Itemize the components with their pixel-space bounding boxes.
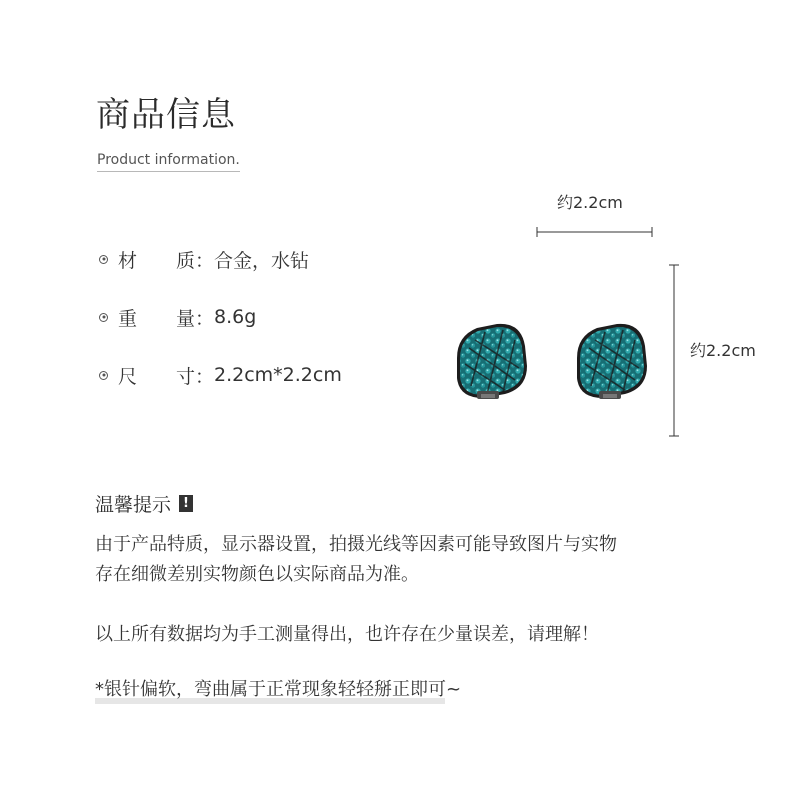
height-dimension-label: 约2.2cm <box>690 341 756 360</box>
left-earring <box>457 324 527 399</box>
spec-row-material <box>99 246 309 272</box>
spec-value: 合金，水钻 <box>214 249 310 272</box>
spec-row-size <box>99 362 342 388</box>
circle-dot-icon <box>99 255 108 264</box>
spec-value: 2.2cm*2.2cm <box>214 364 342 386</box>
spec-label: 重 量： <box>118 307 214 330</box>
width-dimension-line <box>530 224 660 240</box>
spec-value: 8.6g <box>214 306 257 328</box>
circle-dot-icon <box>99 371 108 380</box>
earrings-image <box>445 318 675 410</box>
notice-paragraph-1: 由于产品特质，显示器设置，拍摄光线等因素可能导致图片与实物 存在细微差别实物颜色以实际商品为准。 <box>95 534 617 585</box>
page-title: 商品信息 <box>96 95 236 135</box>
right-earring <box>577 324 647 399</box>
spec-label: 材 质： <box>118 249 214 272</box>
subtitle-underline <box>97 171 240 172</box>
width-dimension-label: 约2.2cm <box>557 193 623 212</box>
notice-note: *银针偏软，弯曲属于正常现象轻轻掰正即可~ <box>95 679 462 700</box>
notice-paragraph-2: 以上所有数据均为手工测量得出，也许存在少量误差，请理解！ <box>95 624 599 645</box>
circle-dot-icon <box>99 313 108 322</box>
exclamation-icon: ! <box>179 495 193 512</box>
page-subtitle: Product information. <box>97 152 240 168</box>
spec-label: 尺 寸： <box>118 365 214 388</box>
notice-title: 温馨提示 ! <box>95 490 193 517</box>
spec-row-weight <box>99 304 256 330</box>
